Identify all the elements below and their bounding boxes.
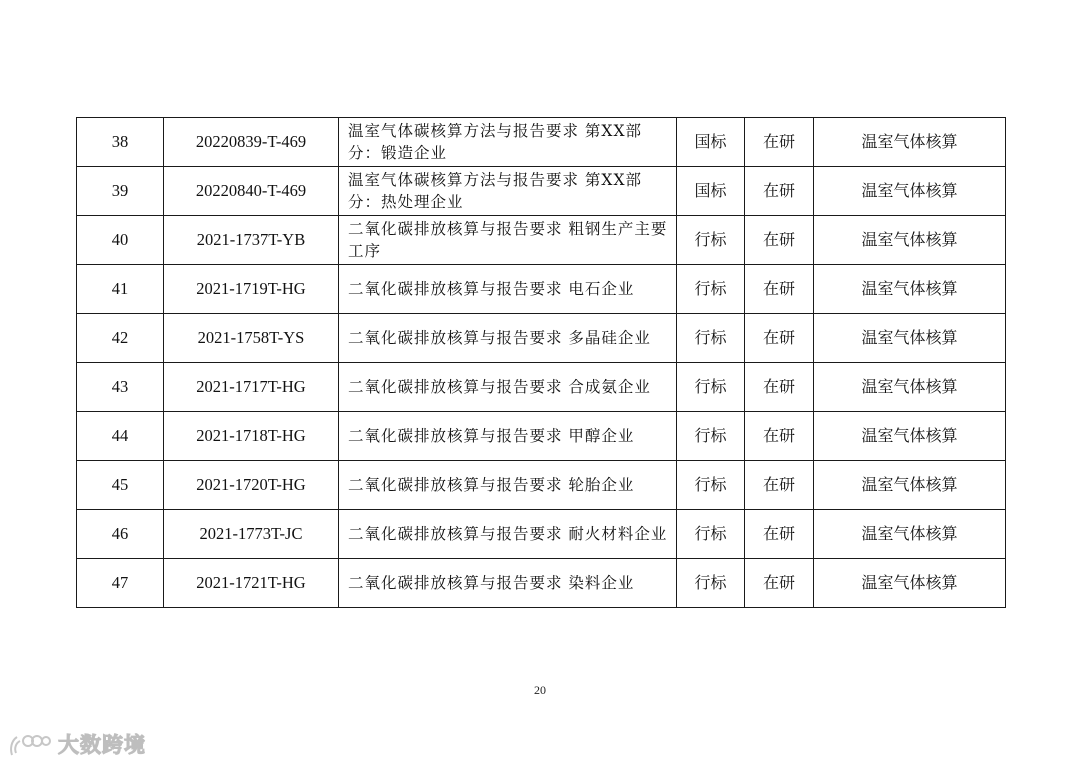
standard-status-cell: 在研 <box>745 461 814 510</box>
standard-type-cell: 行标 <box>677 461 745 510</box>
row-index-cell: 45 <box>77 461 164 510</box>
standard-name-cell: 二氧化碳排放核算与报告要求 多晶硅企业 <box>339 314 677 363</box>
row-index-cell: 44 <box>77 412 164 461</box>
standard-name-cell: 二氧化碳排放核算与报告要求 染料企业 <box>339 559 677 608</box>
standard-code-cell: 2021-1721T-HG <box>164 559 339 608</box>
standard-category-cell: 温室气体核算 <box>814 314 1006 363</box>
row-index-cell: 40 <box>77 216 164 265</box>
standard-category-cell: 温室气体核算 <box>814 363 1006 412</box>
standard-code-cell: 2021-1773T-JC <box>164 510 339 559</box>
table-row <box>77 265 1006 314</box>
standard-type-cell: 行标 <box>677 510 745 559</box>
standard-type-cell: 行标 <box>677 216 745 265</box>
row-index-cell: 46 <box>77 510 164 559</box>
standard-name-cell: 二氧化碳排放核算与报告要求 轮胎企业 <box>339 461 677 510</box>
table-row <box>77 216 1006 265</box>
standard-name-cell: 二氧化碳排放核算与报告要求 合成氨企业 <box>339 363 677 412</box>
standard-code-cell: 2021-1737T-YB <box>164 216 339 265</box>
standard-category-cell: 温室气体核算 <box>814 510 1006 559</box>
row-index-cell: 47 <box>77 559 164 608</box>
row-index-cell: 39 <box>77 167 164 216</box>
standards-table <box>76 117 1006 608</box>
watermark <box>8 729 146 759</box>
table-body <box>77 118 1006 608</box>
standard-type-cell: 行标 <box>677 314 745 363</box>
row-index-cell: 38 <box>77 118 164 167</box>
standard-category-cell: 温室气体核算 <box>814 265 1006 314</box>
standard-code-cell: 2021-1720T-HG <box>164 461 339 510</box>
table-row <box>77 363 1006 412</box>
standard-category-cell: 温室气体核算 <box>814 216 1006 265</box>
standard-status-cell: 在研 <box>745 510 814 559</box>
standard-code-cell: 2021-1717T-HG <box>164 363 339 412</box>
standard-status-cell: 在研 <box>745 412 814 461</box>
weibo-logo-icon <box>8 729 52 759</box>
table-row <box>77 167 1006 216</box>
standard-type-cell: 国标 <box>677 118 745 167</box>
standard-status-cell: 在研 <box>745 314 814 363</box>
standard-name-cell: 二氧化碳排放核算与报告要求 电石企业 <box>339 265 677 314</box>
standard-status-cell: 在研 <box>745 216 814 265</box>
standard-category-cell: 温室气体核算 <box>814 118 1006 167</box>
standard-status-cell: 在研 <box>745 265 814 314</box>
standard-code-cell: 2021-1719T-HG <box>164 265 339 314</box>
standard-status-cell: 在研 <box>745 559 814 608</box>
standard-name-cell: 二氧化碳排放核算与报告要求 甲醇企业 <box>339 412 677 461</box>
standard-category-cell: 温室气体核算 <box>814 412 1006 461</box>
standard-category-cell: 温室气体核算 <box>814 559 1006 608</box>
table-row <box>77 559 1006 608</box>
page-number: 20 <box>534 683 546 697</box>
standard-code-cell: 20220840-T-469 <box>164 167 339 216</box>
table-row <box>77 118 1006 167</box>
standard-name-cell: 二氧化碳排放核算与报告要求 耐火材料企业 <box>339 510 677 559</box>
standard-code-cell: 2021-1758T-YS <box>164 314 339 363</box>
standard-name-cell: 温室气体碳核算方法与报告要求 第XX部分：锻造企业 <box>339 118 677 167</box>
row-index-cell: 43 <box>77 363 164 412</box>
standard-type-cell: 国标 <box>677 167 745 216</box>
standard-status-cell: 在研 <box>745 118 814 167</box>
standard-type-cell: 行标 <box>677 412 745 461</box>
standard-category-cell: 温室气体核算 <box>814 167 1006 216</box>
table-row <box>77 461 1006 510</box>
standard-code-cell: 20220839-T-469 <box>164 118 339 167</box>
table-row <box>77 510 1006 559</box>
standard-name-cell: 二氧化碳排放核算与报告要求 粗钢生产主要工序 <box>339 216 677 265</box>
standard-code-cell: 2021-1718T-HG <box>164 412 339 461</box>
standard-type-cell: 行标 <box>677 265 745 314</box>
row-index-cell: 42 <box>77 314 164 363</box>
standard-status-cell: 在研 <box>745 167 814 216</box>
standard-type-cell: 行标 <box>677 559 745 608</box>
standard-status-cell: 在研 <box>745 363 814 412</box>
table-row <box>77 314 1006 363</box>
row-index-cell: 41 <box>77 265 164 314</box>
standard-category-cell: 温室气体核算 <box>814 461 1006 510</box>
table-row <box>77 412 1006 461</box>
standard-name-cell: 温室气体碳核算方法与报告要求 第XX部分：热处理企业 <box>339 167 677 216</box>
watermark-text: 大数跨境 <box>58 733 146 757</box>
standard-type-cell: 行标 <box>677 363 745 412</box>
